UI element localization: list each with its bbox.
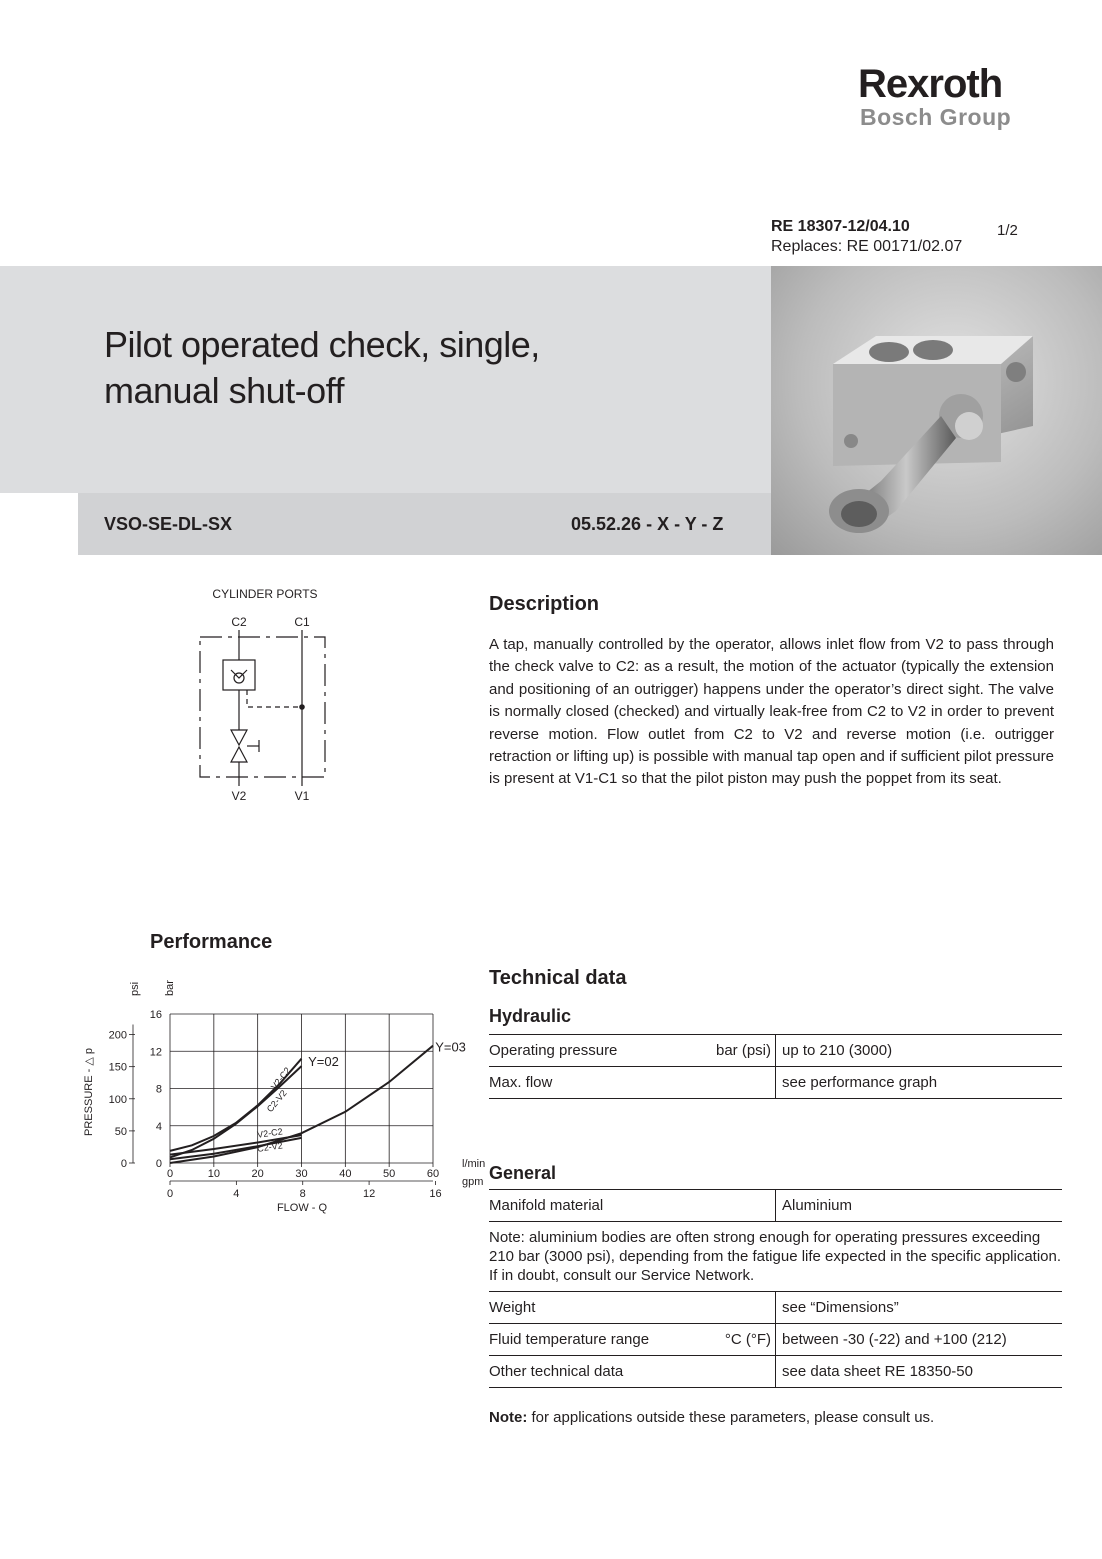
description-heading: Description bbox=[489, 593, 600, 615]
row-label: Manifold material bbox=[489, 1197, 604, 1214]
brand-group: Bosch Group bbox=[860, 104, 1012, 130]
row-value: see performance graph bbox=[776, 1067, 1063, 1099]
chart-y2-unit: psi bbox=[129, 981, 141, 996]
document-number: RE 18307-12/04.10 bbox=[771, 218, 910, 235]
y2-tick-label: 200 bbox=[108, 1029, 127, 1042]
x2-tick-label: 4 bbox=[233, 1188, 240, 1200]
brand-logo: Rexroth bbox=[858, 62, 1003, 106]
y-tick-label: 8 bbox=[155, 1083, 162, 1096]
table-row bbox=[489, 1356, 1062, 1388]
port-c1: C1 bbox=[294, 615, 310, 629]
y2-tick-label: 50 bbox=[114, 1125, 127, 1138]
y-tick-label: 0 bbox=[155, 1158, 162, 1170]
y2-tick-label: 150 bbox=[108, 1061, 127, 1074]
row-label: Max. flow bbox=[489, 1074, 553, 1091]
technical-heading: Technical data bbox=[489, 967, 627, 989]
row-label: Operating pressure bbox=[489, 1042, 618, 1059]
row-value: up to 210 (3000) bbox=[776, 1035, 1063, 1067]
chart-x-label: FLOW - Q bbox=[276, 1202, 328, 1214]
order-code: 05.52.26 - X - Y - Z bbox=[571, 514, 724, 534]
row-value: between -30 (-22) and +100 (212) bbox=[776, 1324, 1063, 1356]
y-tick-label: 12 bbox=[149, 1046, 162, 1059]
port-c2: C2 bbox=[231, 615, 247, 629]
chart-x2-unit: gpm bbox=[462, 1176, 484, 1188]
page-title: Pilot operated check, single, manual shut-off bbox=[104, 324, 540, 411]
row-value: see data sheet RE 18350-50 bbox=[776, 1356, 1063, 1388]
performance-chart bbox=[78, 970, 498, 1220]
y-tick-label: 16 bbox=[149, 1009, 162, 1021]
performance-heading: Performance bbox=[150, 931, 273, 953]
table-row bbox=[489, 1190, 1062, 1222]
chart-y-unit: bar bbox=[164, 980, 176, 996]
y2-tick-label: 0 bbox=[120, 1158, 127, 1170]
series-label: V2-C2 bbox=[256, 1126, 284, 1140]
table-row bbox=[489, 1324, 1062, 1356]
table-row bbox=[489, 1067, 1062, 1099]
row-unit: bar (psi) bbox=[715, 1042, 771, 1059]
row-label: Weight bbox=[489, 1299, 536, 1316]
model-name: VSO-SE-DL-SX bbox=[104, 514, 233, 534]
hydraulic-schematic bbox=[190, 580, 350, 810]
y2-tick-label: 100 bbox=[108, 1093, 127, 1106]
port-v1: V1 bbox=[294, 789, 310, 803]
general-note: Note: aluminium bodies are often strong enough for operating pressures exceeding 210 bar (3000 psi), depending from the fatigue life expected in the specific application. If in doubt, consult our Service Network. bbox=[489, 1222, 1062, 1292]
table-row bbox=[489, 1222, 1062, 1292]
series-label: C2-V2 bbox=[256, 1140, 284, 1154]
x-tick-label: 50 bbox=[383, 1168, 396, 1180]
replaces-note: Replaces: RE 00171/02.07 bbox=[771, 238, 963, 255]
port-v2: V2 bbox=[231, 789, 247, 803]
table-row bbox=[489, 1292, 1062, 1324]
x-tick-label: 30 bbox=[295, 1168, 308, 1180]
chart-y-label: PRESSURE - △ p bbox=[83, 1048, 95, 1136]
y-tick-label: 4 bbox=[155, 1120, 162, 1133]
row-label: Other technical data bbox=[489, 1363, 624, 1380]
x2-tick-label: 16 bbox=[429, 1188, 442, 1200]
general-table bbox=[489, 1189, 1062, 1388]
hydraulic-table bbox=[489, 1034, 1062, 1099]
x-tick-label: 20 bbox=[251, 1168, 264, 1180]
x2-tick-label: 0 bbox=[166, 1188, 174, 1200]
row-value: Aluminium bbox=[776, 1190, 1063, 1222]
x2-tick-label: 12 bbox=[362, 1188, 376, 1200]
series-label: V2-C2 bbox=[268, 1065, 293, 1092]
general-heading: General bbox=[489, 1163, 557, 1183]
product-photo bbox=[771, 266, 1102, 555]
description-text: A tap, manually controlled by the operator, allows inlet flow from V2 to pass through the check valve to C2: as a result, the motion of the actuator (typically the extension and positioning of an outrigger) happens under the operator’s direct sight. The valve is normally closed (checked) and virtually leak-free from C2 to V2 in order to prevent reverse motion. Flow outlet from C2 to V2 and reverse motion (i.e. outrigger retraction or lifting up) is possible with manual tap open and if sufficient pilot pressure is present at V1-C1 so that the pilot piston may push the poppet from its seat. bbox=[489, 636, 1054, 788]
page-number: 1/2 bbox=[997, 222, 1018, 239]
table-row bbox=[489, 1035, 1062, 1067]
x-tick-label: 60 bbox=[426, 1168, 440, 1180]
row-label: Fluid temperature range bbox=[489, 1331, 650, 1348]
series-label: Y=02 bbox=[308, 1054, 339, 1070]
hydraulic-heading: Hydraulic bbox=[489, 1006, 572, 1026]
x-tick-label: 0 bbox=[166, 1168, 174, 1180]
series-label: C2-V2 bbox=[264, 1088, 289, 1114]
series-label: Y=03 bbox=[435, 1039, 466, 1055]
x-tick-label: 40 bbox=[339, 1168, 352, 1180]
x2-tick-label: 8 bbox=[299, 1188, 306, 1200]
row-value: see “Dimensions” bbox=[776, 1292, 1063, 1324]
row-unit: °C (°F) bbox=[724, 1331, 771, 1348]
x-tick-label: 10 bbox=[207, 1168, 220, 1180]
chart-x-unit: l/min bbox=[462, 1158, 486, 1170]
schematic-title: CYLINDER PORTS bbox=[212, 587, 318, 601]
footnote: Note: for applications outside these parameters, please consult us. bbox=[489, 1409, 935, 1426]
